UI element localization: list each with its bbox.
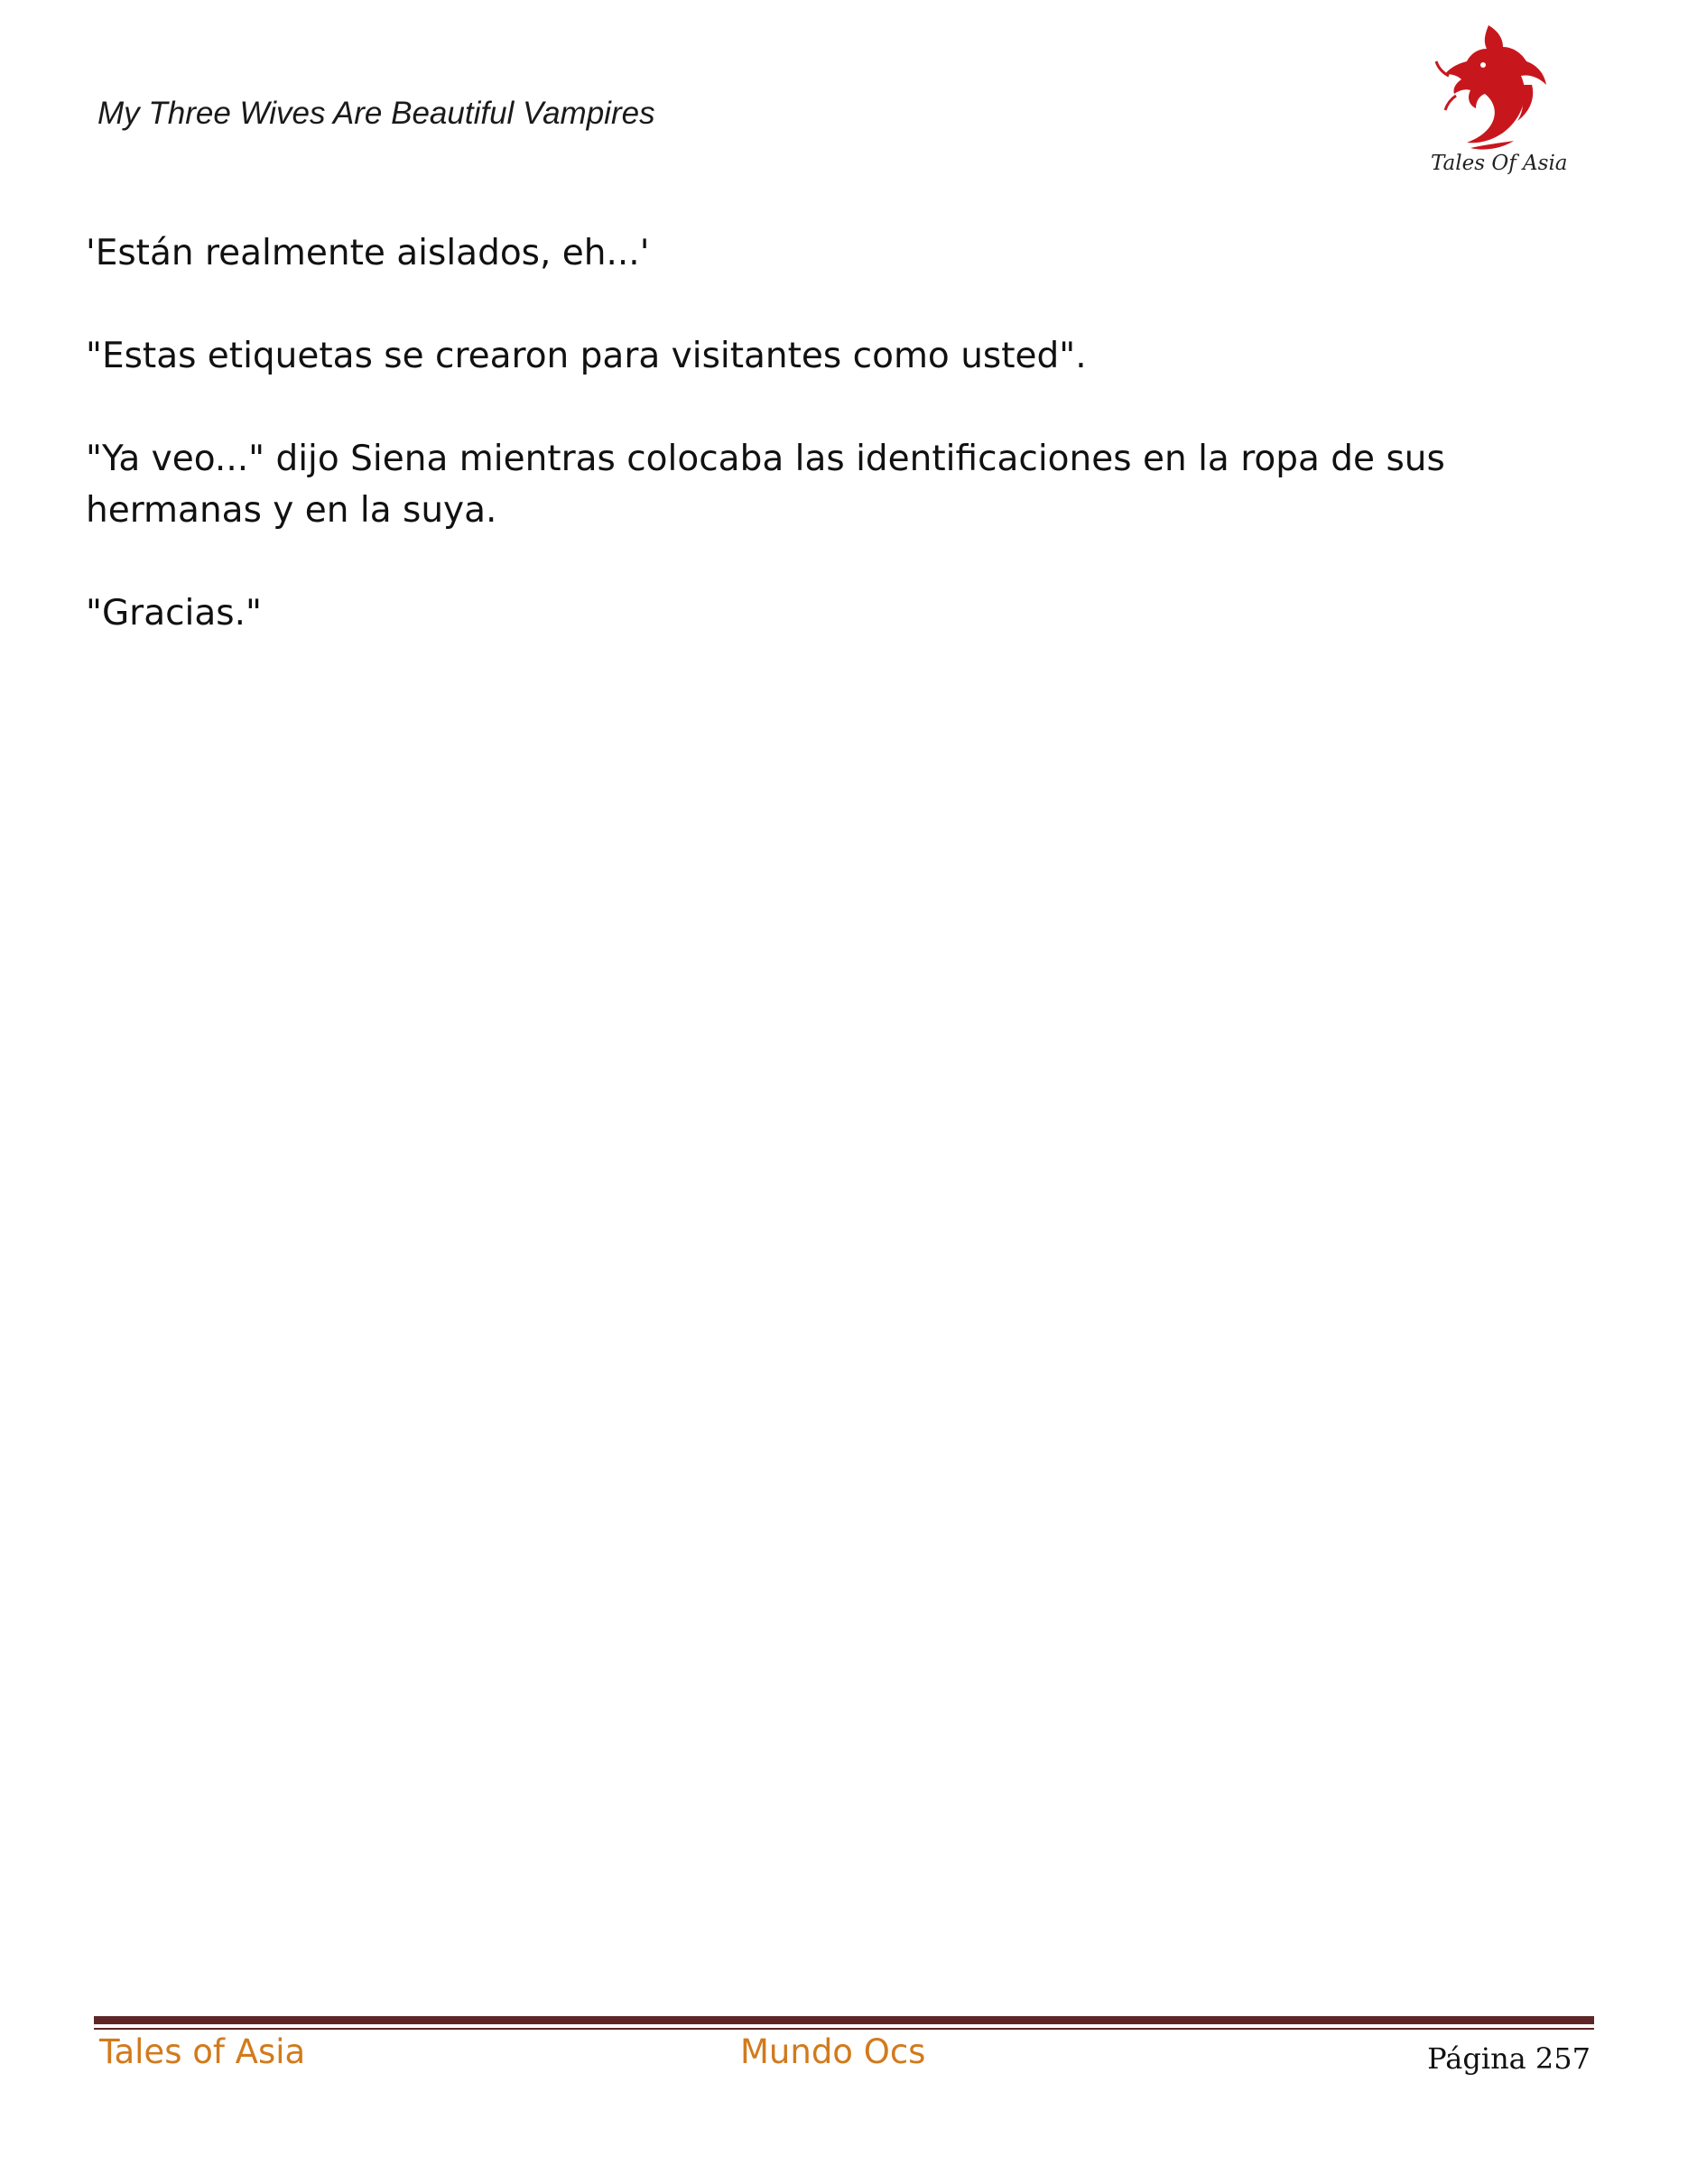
footer-center-label: Mundo Ocs bbox=[740, 2032, 926, 2071]
dragon-icon bbox=[1431, 22, 1566, 157]
tales-of-asia-logo bbox=[1431, 22, 1566, 184]
paragraph: 'Están realmente aislados, eh...' bbox=[86, 233, 650, 273]
footer-rule-thin bbox=[94, 2028, 1594, 2030]
paragraph: "Gracias." bbox=[86, 593, 262, 634]
book-title: My Three Wives Are Beautiful Vampires bbox=[97, 96, 655, 131]
logo-text: Tales Of Asia bbox=[1431, 152, 1568, 175]
paragraph: "Ya veo..." dijo Siena mientras colocaba las identificaciones en la ropa de sus hermanas y en la suya. bbox=[86, 439, 1445, 531]
paragraph: "Estas etiquetas se crearon para visitantes como usted". bbox=[86, 336, 1087, 376]
footer-site-name: Tales of Asia bbox=[99, 2032, 306, 2071]
page-number: Página 257 bbox=[1427, 2041, 1591, 2076]
chapter-body bbox=[86, 227, 1611, 690]
footer-rule bbox=[94, 2016, 1594, 2024]
